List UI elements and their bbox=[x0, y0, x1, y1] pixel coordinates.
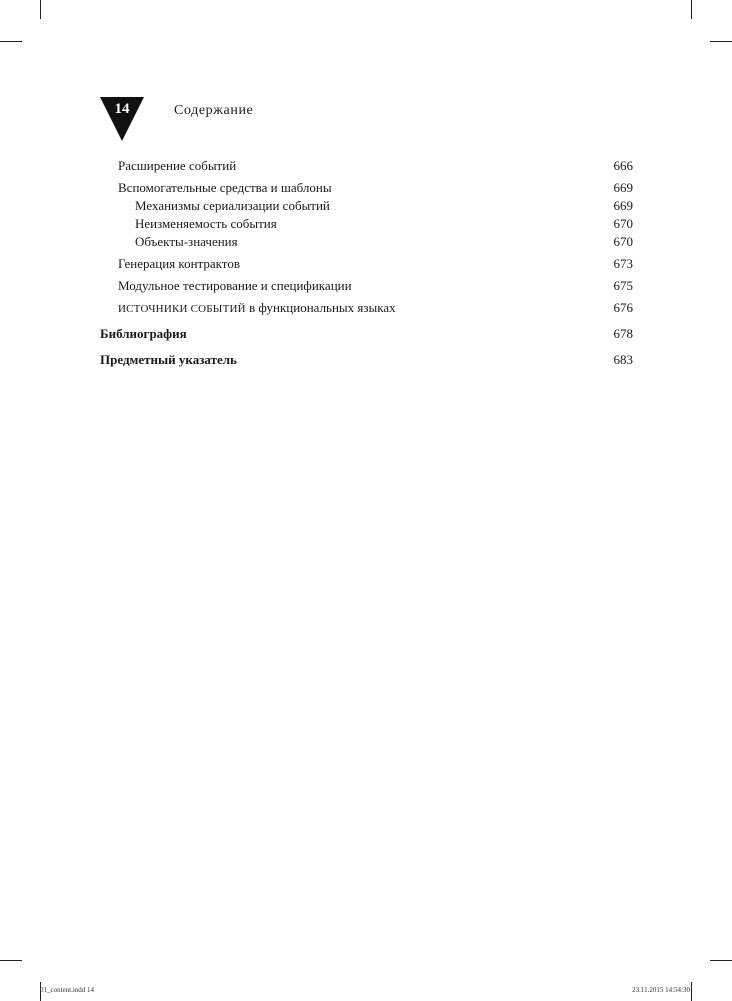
toc-entry[interactable] bbox=[0, 278, 732, 297]
toc-entry-title: Объекты-значения bbox=[135, 234, 238, 249]
toc-entry[interactable] bbox=[0, 300, 732, 319]
toc-entry-page: 670 bbox=[613, 234, 633, 249]
toc-entry-title: Генерация контрактов bbox=[118, 256, 240, 271]
footer-file-slug: 01_content.indd 14 bbox=[40, 986, 95, 994]
toc-entry-page: 676 bbox=[613, 300, 633, 315]
toc-entry-page: 666 bbox=[613, 158, 633, 173]
toc-entry-title: Вспомогательные средства и шаблоны bbox=[118, 180, 332, 195]
toc-entry[interactable] bbox=[0, 198, 732, 217]
toc-entry-page: 673 bbox=[613, 256, 633, 271]
toc-entry-title: Модульное тестирование и спецификации bbox=[118, 278, 352, 293]
toc-entry[interactable] bbox=[0, 352, 732, 371]
toc-entry-title: Библиография bbox=[100, 326, 187, 341]
running-title: Содержание bbox=[174, 103, 254, 118]
toc-entry[interactable] bbox=[0, 158, 732, 177]
toc-entry-title bbox=[118, 300, 396, 316]
small-caps-term: ИСТОЧНИКИ СОБЫТИЙ bbox=[118, 303, 246, 315]
toc-entry-title: Расширение событий bbox=[118, 158, 237, 173]
toc-entry-page: 669 bbox=[613, 198, 633, 213]
toc-entry-page: 683 bbox=[613, 352, 633, 367]
toc-entry-page: 678 bbox=[613, 326, 633, 341]
footer-timestamp: 23.11.2015 14:54:30 bbox=[632, 986, 690, 994]
page-number: 14 bbox=[114, 101, 130, 117]
toc-entry-title: Неизменяемость события bbox=[135, 216, 277, 231]
toc-entry-page: 669 bbox=[613, 180, 633, 195]
toc-entry-title: Предметный указатель bbox=[100, 352, 237, 367]
toc-entry[interactable] bbox=[0, 256, 732, 275]
toc-entry-page: 670 bbox=[613, 216, 633, 231]
toc-entry-title: Механизмы сериализации событий bbox=[135, 198, 330, 213]
toc-entry[interactable] bbox=[0, 326, 732, 345]
toc-entry-title-rest: в функциональных языках bbox=[245, 300, 396, 315]
toc-entry[interactable] bbox=[0, 234, 732, 253]
toc-entry[interactable] bbox=[0, 180, 732, 199]
toc-entry-page: 675 bbox=[613, 278, 633, 293]
toc-entry[interactable] bbox=[0, 216, 732, 235]
